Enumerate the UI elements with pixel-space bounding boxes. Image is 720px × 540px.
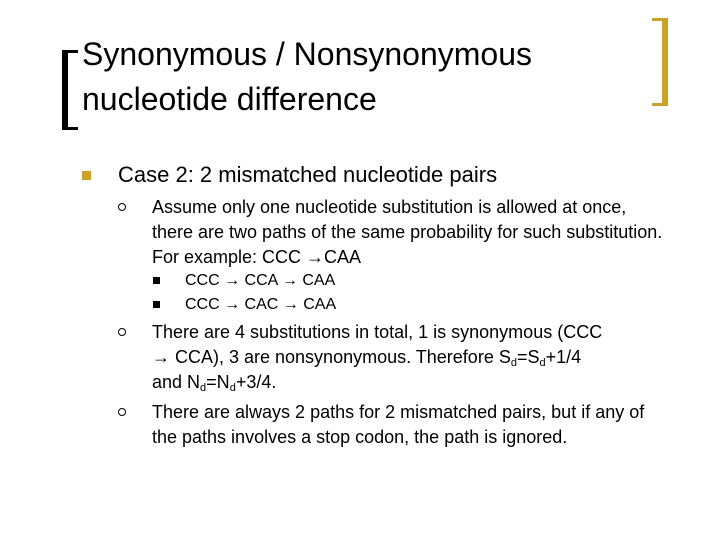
subscript-d: d — [200, 382, 207, 394]
circle-bullet-icon — [118, 203, 126, 211]
title-bracket-left — [62, 50, 78, 130]
point-2-line-1: There are 4 substitutions in total, 1 is synonymous (CCC — [152, 322, 603, 342]
plus-quarter: +1/4 — [545, 347, 582, 367]
equals-n: =N — [206, 372, 230, 392]
point-2-text — [152, 320, 672, 395]
point-3-text: There are always 2 paths for 2 mismatched pairs, but if any of the paths involves a stop codon, the path is ignored. — [152, 402, 645, 447]
subscript-d: d — [539, 357, 546, 369]
point-2-line-3: and N — [152, 372, 201, 392]
subscript-d: d — [229, 382, 236, 394]
slide-title — [82, 32, 642, 122]
path-1: CCC → CCA → CAA — [185, 272, 336, 289]
plus-three-quarters: +3/4. — [235, 372, 277, 392]
square-bullet-small-icon — [153, 301, 160, 308]
circle-bullet-icon — [118, 408, 126, 416]
equals-s: =S — [516, 347, 540, 367]
subscript-d: d — [510, 357, 517, 369]
title-bracket-right — [652, 18, 668, 106]
point-1-text: Assume only one nucleotide substitution is allowed at once, there are two paths of the same probability for such substitution. For example: CCC →CAA — [152, 197, 663, 267]
case-heading: Case 2: 2 mismatched nucleotide pairs — [118, 162, 498, 187]
square-bullet-icon — [82, 171, 91, 180]
title-line-2: nucleotide difference — [82, 81, 377, 117]
path-2: CCC → CAC → CAA — [185, 296, 337, 313]
circle-bullet-icon — [118, 328, 126, 336]
square-bullet-small-icon — [153, 277, 160, 284]
title-line-1: Synonymous / Nonsynonymous — [82, 36, 532, 72]
point-2-line-2: → CCA), 3 are nonsynonymous. Therefore S — [152, 347, 511, 367]
